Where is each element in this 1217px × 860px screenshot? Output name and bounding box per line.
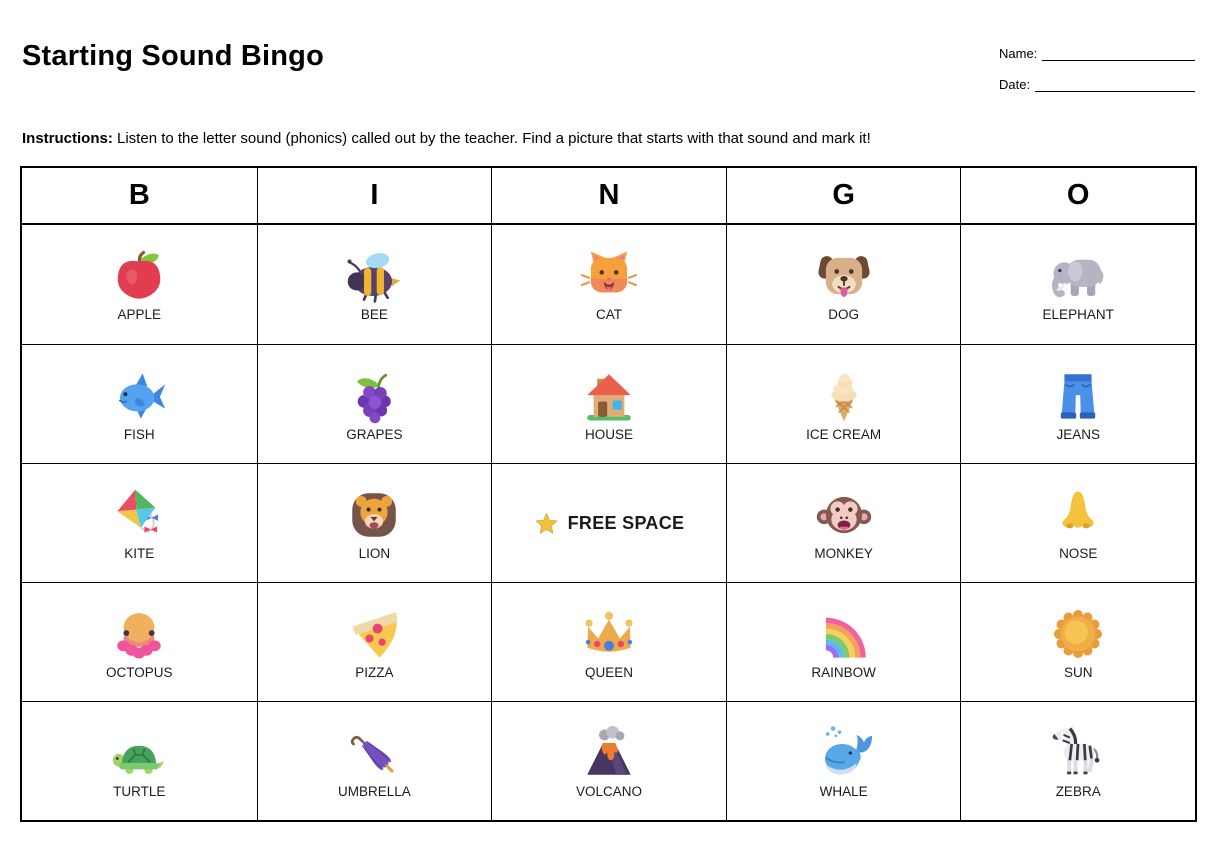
bingo-cell-dog[interactable]: [726, 225, 961, 344]
cell-label: DOG: [828, 307, 859, 322]
bingo-cell-nose[interactable]: [960, 463, 1195, 582]
cell-label: BEE: [360, 307, 388, 322]
cell-label: OCTOPUS: [106, 664, 173, 680]
bingo-cell-octopus[interactable]: [22, 582, 257, 701]
cell-label: PIZZA: [355, 664, 394, 680]
sun-icon: [1049, 605, 1107, 663]
page-header: [0, 0, 1217, 108]
jeans-icon: [1049, 367, 1107, 425]
octopus-icon: [110, 605, 168, 663]
bingo-cell-kite[interactable]: [22, 463, 257, 582]
header-letter-G: G: [726, 168, 961, 223]
cell-label: VOLCANO: [575, 783, 642, 799]
umbrella-icon: [345, 724, 403, 782]
bingo-grid: [22, 225, 1195, 820]
nose-icon: [1049, 486, 1107, 544]
cell-label: KITE: [124, 545, 155, 561]
cell-label: MONKEY: [814, 545, 873, 561]
elephant-icon: [1049, 247, 1107, 305]
crown-icon: [580, 605, 638, 663]
name-label: Name:: [999, 46, 1038, 61]
header-letter-I: I: [257, 168, 492, 223]
fish-icon: [110, 367, 168, 425]
header-letter-N: N: [491, 168, 726, 223]
cell-label: FREE SPACE: [567, 512, 685, 533]
cat-icon: [580, 247, 638, 305]
whale-icon: [815, 724, 873, 782]
monkey-icon: [815, 486, 873, 544]
bingo-cell-cat[interactable]: [491, 225, 726, 344]
date-label: Date:: [999, 77, 1031, 92]
bee-icon: [345, 247, 403, 305]
zebra-icon: [1049, 724, 1107, 782]
house-icon: [580, 367, 638, 425]
bingo-cell-turtle[interactable]: [22, 701, 257, 820]
cell-label: RAINBOW: [811, 664, 876, 680]
bingo-cell-ice-cream[interactable]: [726, 344, 961, 463]
bingo-cell-bee[interactable]: [257, 225, 492, 344]
bingo-cell-rainbow[interactable]: [726, 582, 961, 701]
name-writein-line[interactable]: [1042, 46, 1195, 61]
turtle-icon: [110, 724, 168, 782]
bingo-cell-fish[interactable]: [22, 344, 257, 463]
header-letter-O: O: [960, 168, 1195, 223]
bingo-cell-apple[interactable]: [22, 225, 257, 344]
volcano-icon: [580, 724, 638, 782]
name-field-row: [999, 46, 1195, 61]
rainbow-icon: [815, 605, 873, 663]
lion-icon: [345, 486, 403, 544]
cell-label: WHALE: [819, 783, 868, 799]
bingo-cell-monkey[interactable]: [726, 463, 961, 582]
bingo-cell-house[interactable]: [491, 344, 726, 463]
cell-label: TURTLE: [113, 783, 166, 799]
cell-label: GRAPES: [346, 426, 403, 442]
pizza-icon: [345, 605, 403, 663]
cell-label: CAT: [595, 307, 622, 322]
cell-label: SUN: [1063, 664, 1093, 680]
cell-label: HOUSE: [584, 426, 633, 442]
bingo-cell-whale[interactable]: [726, 701, 961, 820]
bingo-cell-pizza[interactable]: [257, 582, 492, 701]
bingo-cell-queen[interactable]: [491, 582, 726, 701]
apple-icon: [110, 247, 168, 305]
bingo-board: [20, 166, 1197, 822]
cell-label: QUEEN: [584, 664, 633, 680]
cell-label: ELEPHANT: [1042, 307, 1114, 322]
name-date-block: [999, 46, 1195, 108]
ice-cream-icon: [815, 367, 873, 425]
cell-label: ZEBRA: [1055, 783, 1101, 799]
cell-label: FISH: [123, 426, 155, 442]
cell-label: ICE CREAM: [806, 426, 882, 442]
bingo-cell-elephant[interactable]: [960, 225, 1195, 344]
instructions-text: [22, 130, 1195, 148]
instructions-label: Instructions:: [22, 130, 113, 147]
cell-label: JEANS: [1056, 426, 1100, 442]
bingo-cell-zebra[interactable]: [960, 701, 1195, 820]
bingo-cell-umbrella[interactable]: [257, 701, 492, 820]
bingo-cell-grapes[interactable]: [257, 344, 492, 463]
bingo-cell-sun[interactable]: [960, 582, 1195, 701]
cell-label: APPLE: [117, 307, 162, 322]
header-letter-B: B: [128, 179, 150, 211]
star-icon: [534, 511, 559, 536]
date-writein-line[interactable]: [1035, 77, 1195, 92]
instructions-body: Listen to the letter sound (phonics) called out by the teacher. Find a picture that starts with that sound and mark it!: [112, 130, 871, 147]
bingo-header-row: [22, 168, 1195, 225]
bingo-cell-lion[interactable]: [257, 463, 492, 582]
kite-icon: [110, 486, 168, 544]
cell-label: LION: [358, 545, 391, 561]
dog-icon: [815, 247, 873, 305]
page-title: Starting Sound Bingo: [22, 40, 325, 72]
cell-label: UMBRELLA: [338, 783, 411, 799]
date-field-row: [999, 77, 1195, 92]
bingo-cell-volcano[interactable]: [491, 701, 726, 820]
cell-label: NOSE: [1059, 545, 1098, 561]
grapes-icon: [345, 367, 403, 425]
bingo-cell-jeans[interactable]: [960, 344, 1195, 463]
free-space-cell[interactable]: [491, 463, 726, 582]
